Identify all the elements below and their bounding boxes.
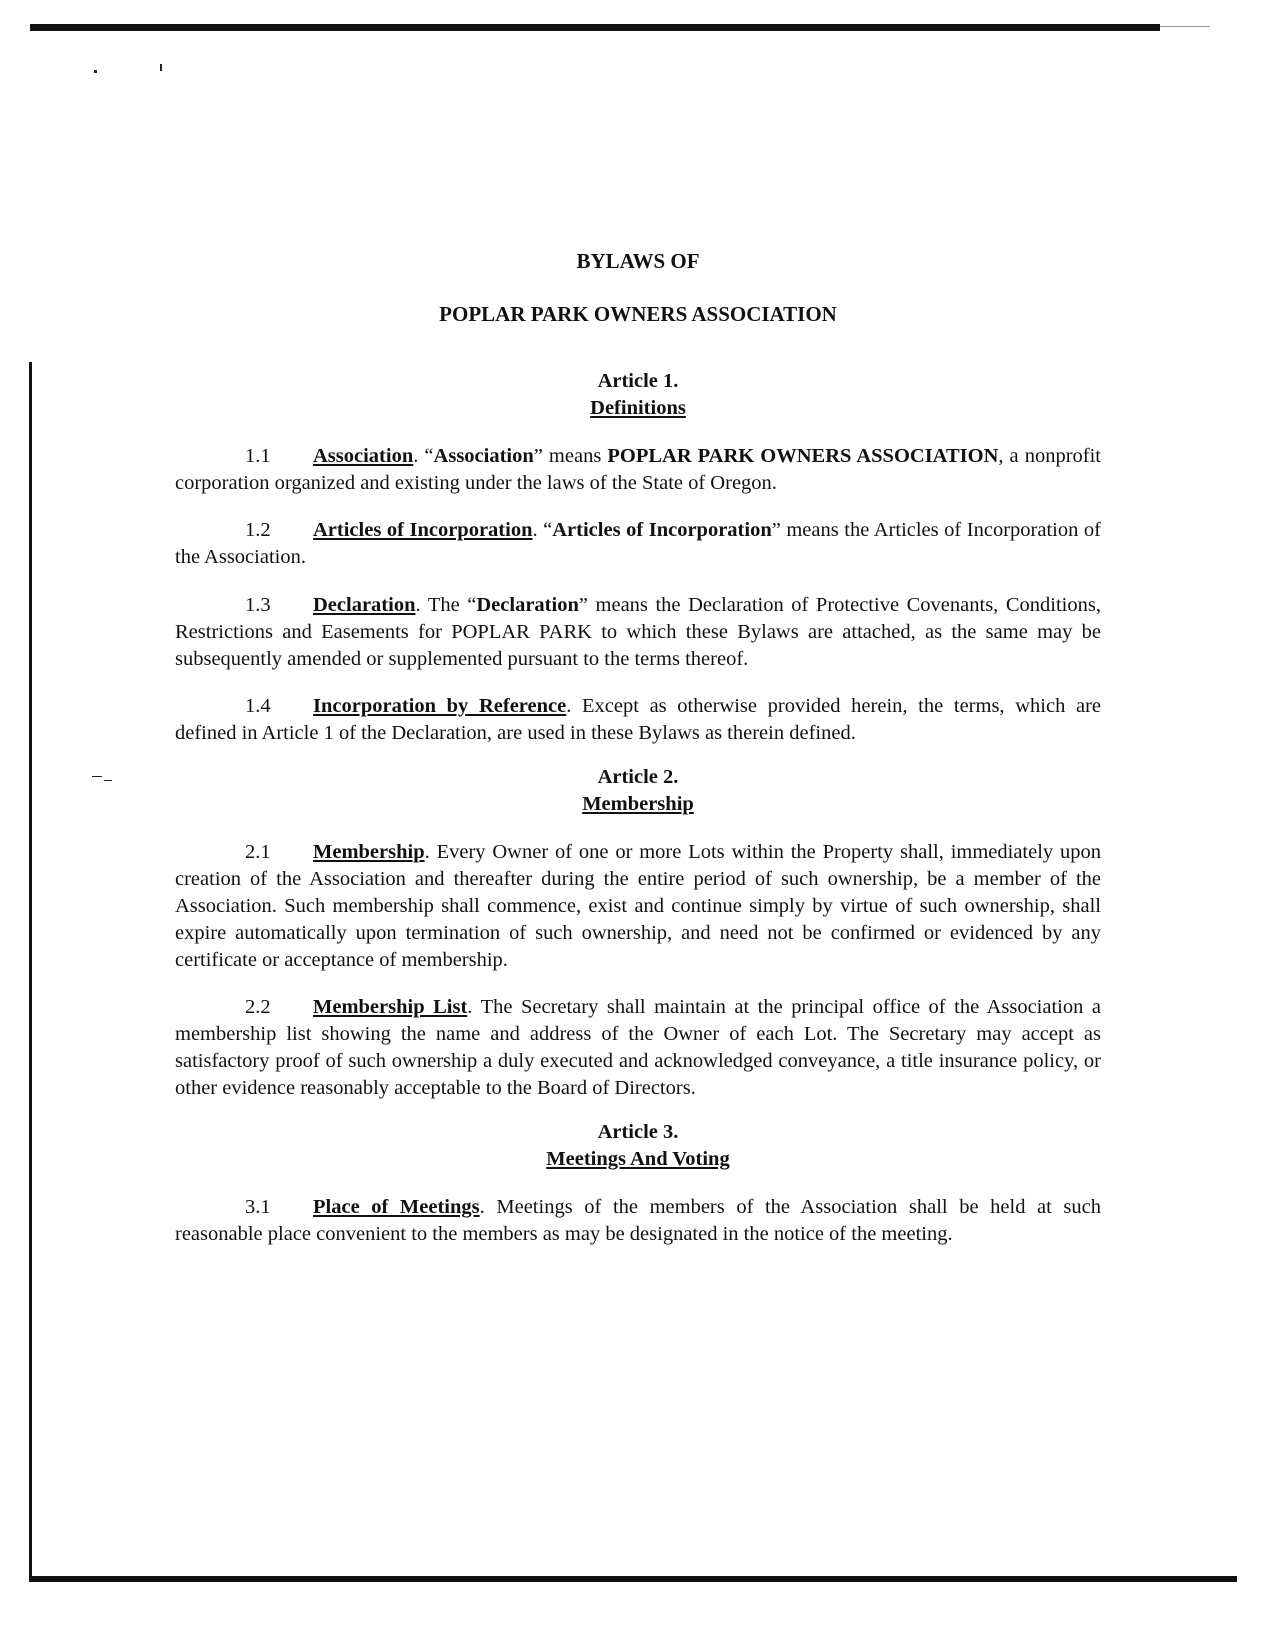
section-paragraph (175, 1194, 1101, 1248)
section-text: ” means the Declaration of Protective Covenants, Conditions, Restrictions and Easements for POPLAR PARK to which these Bylaws are attached, as the same may be subsequently amended or supplemented pursuant to the terms thereof. (175, 593, 1101, 670)
section-title: Membership (313, 840, 425, 863)
article-heading (175, 368, 1101, 422)
section-text: “ (543, 519, 553, 541)
section-defined-term: POPLAR PARK OWNERS ASSOCIATION (607, 444, 999, 467)
section-title: Association (313, 444, 414, 467)
scan-speck (94, 70, 97, 73)
section-title-punct: . (424, 840, 437, 863)
article-label: Article 2. (597, 766, 679, 788)
article-heading (175, 764, 1101, 818)
document-title-line2: POPLAR PARK OWNERS ASSOCIATION (439, 302, 837, 326)
section-text: The “ (427, 593, 477, 616)
section-number: 2.2 (245, 996, 271, 1018)
scan-speck (104, 780, 112, 781)
scan-speck (160, 64, 162, 71)
scan-edge-left (29, 362, 32, 1582)
section-title-punct: . (479, 1195, 497, 1218)
article-block (175, 764, 1101, 818)
section-title-punct: . (413, 444, 425, 467)
section-number: 1.1 (245, 444, 271, 467)
article-label: Article 3. (597, 1121, 679, 1143)
articles-container (175, 368, 1101, 1248)
section-defined-term: Articles of Incorporation (552, 519, 772, 541)
section-title: Incorporation by Reference (313, 695, 567, 717)
section-defined-term: Association (433, 444, 534, 467)
section-defined-term: Declaration (476, 593, 579, 616)
section-text: The Secretary shall maintain at the principal office of the Association a membership list showing the name and address of the Owner of each Lot. The Secretary may accept as satisfactory proof of such ownership a duly executed and acknowledged conveyance, a title insurance policy, or other evidence reasonably acceptable to the Board of Directors. (175, 996, 1101, 1099)
article-heading (175, 1119, 1101, 1173)
scan-edge-top (30, 24, 1160, 31)
section-text: Except as otherwise provided herein, the terms, which are defined in Article 1 of the Declaration, are used in these Bylaws as therein defined. (175, 695, 1101, 744)
section-paragraph (175, 443, 1101, 497)
section-title: Membership List (313, 996, 468, 1018)
section-text: ” means (533, 444, 608, 467)
section-title: Place of Meetings (313, 1195, 480, 1218)
section-title-punct: . (415, 593, 428, 616)
section-number: 2.1 (245, 840, 271, 863)
section-text: Every Owner of one or more Lots within the Property shall, immediately upon creation of the Association and thereafter during the entire period of such ownership, be a member of the Association. Such membership shall commence, exist and continue simply by virtue of such ownership, shall expire automatically upon termination of such ownership, and need not be confirmed or evidenced by any certificate or acceptance of membership. (175, 840, 1102, 971)
article-block (175, 1119, 1101, 1173)
section-title: Declaration (313, 593, 416, 616)
article-title: Meetings And Voting (546, 1148, 730, 1170)
article-title: Definitions (590, 397, 686, 419)
document-body (175, 248, 1101, 1265)
section-number: 1.2 (245, 519, 271, 541)
section-number: 1.4 (245, 695, 271, 717)
section-text: “ (424, 444, 434, 467)
article-title: Membership (582, 793, 694, 815)
scan-edge-bottom (29, 1576, 1237, 1582)
section-paragraph (175, 994, 1101, 1102)
section-title-punct: . (532, 519, 544, 541)
section-number: 1.3 (245, 593, 271, 616)
section-text: Meetings of the members of the Association shall be held at such reasonable place convenient to the members as may be designated in the notice of the meeting. (175, 1195, 1102, 1245)
section-text: ” means the Articles of Incorporation of the Association. (175, 519, 1101, 568)
document-title-line1: BYLAWS OF (576, 249, 700, 273)
section-text: , a nonprofit corporation organized and existing under the laws of the State of Oregon. (175, 444, 1102, 494)
section-title-punct: . (566, 695, 582, 717)
article-label: Article 1. (597, 370, 679, 392)
section-paragraph (175, 693, 1101, 747)
scan-speck (92, 776, 102, 777)
section-title-punct: . (467, 996, 481, 1018)
section-title: Articles of Incorporation (313, 519, 533, 541)
section-paragraph (175, 839, 1101, 974)
scan-edge-top-thin (1160, 26, 1210, 27)
article-block (175, 368, 1101, 422)
section-paragraph (175, 592, 1101, 673)
section-paragraph (175, 517, 1101, 571)
section-number: 3.1 (245, 1195, 271, 1218)
